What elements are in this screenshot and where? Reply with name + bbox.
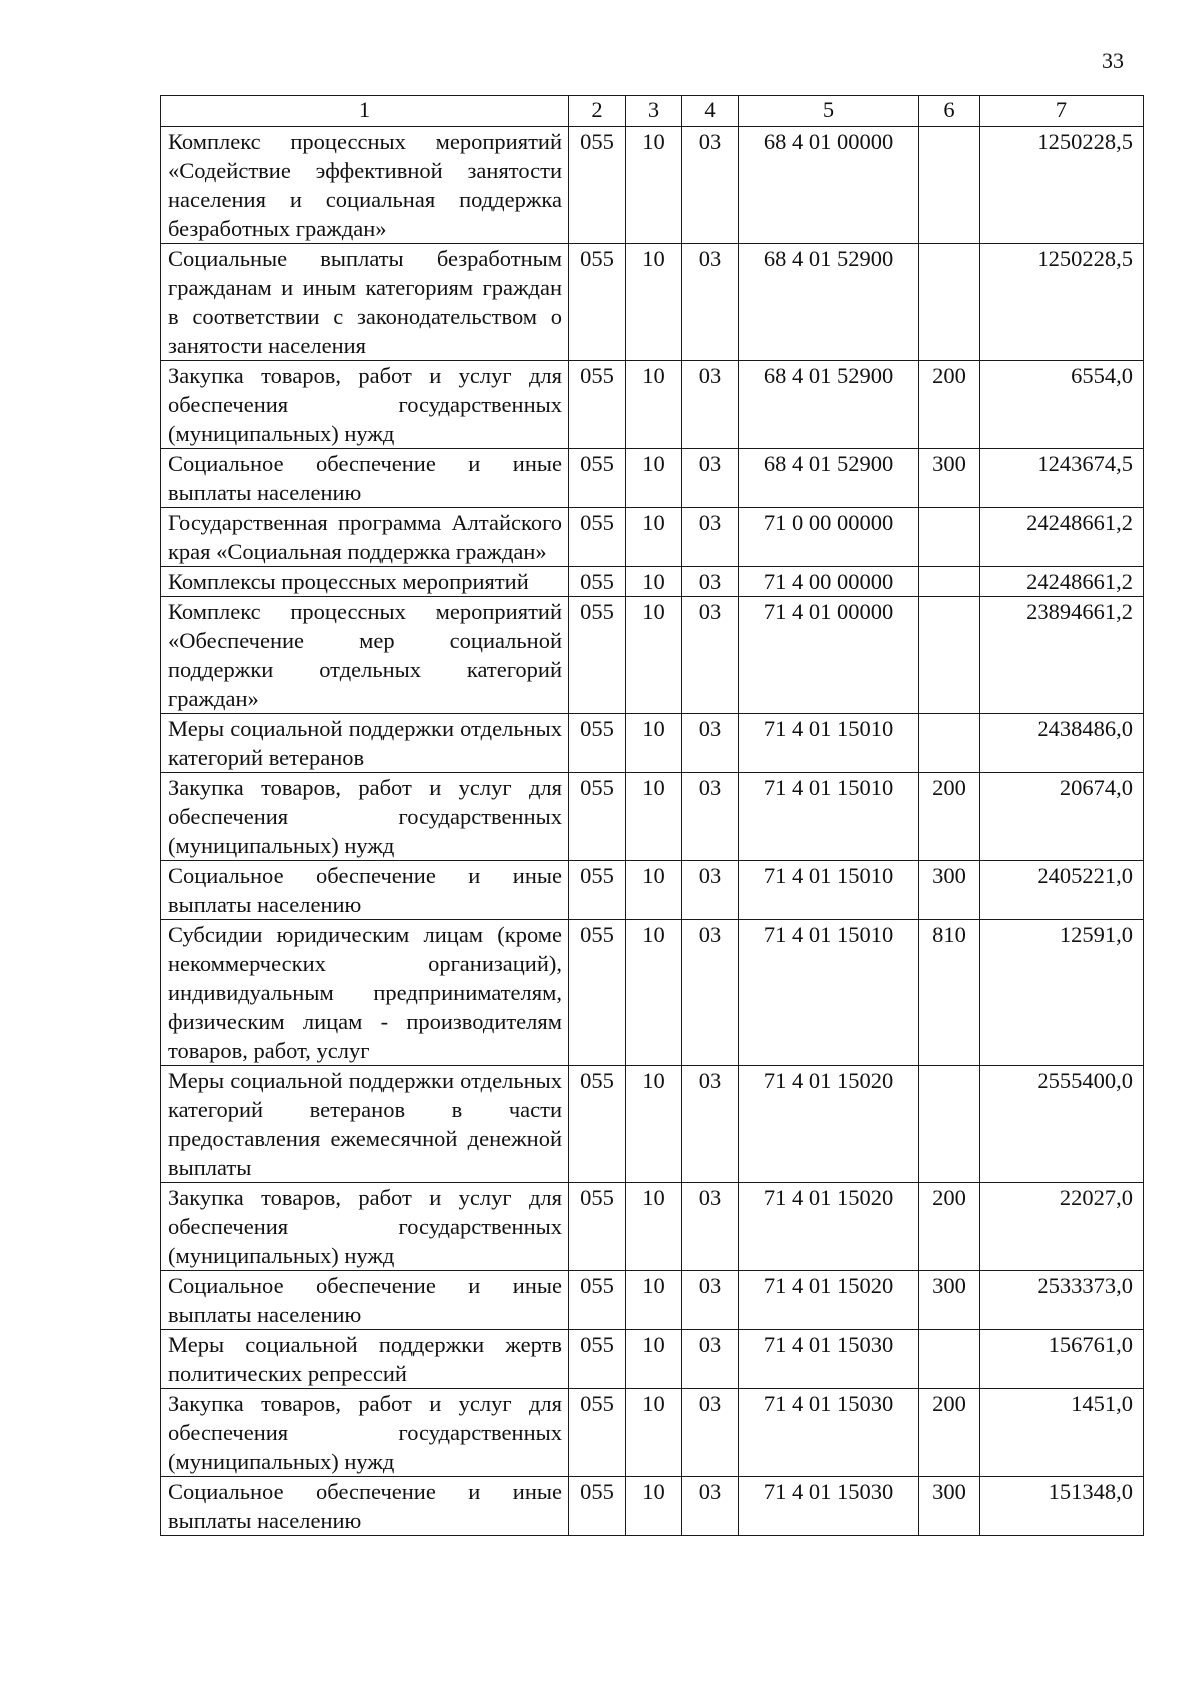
row-expense-type-cell: 200 <box>919 773 980 861</box>
row-target-article-cell: 71 0 00 00000 <box>739 508 919 567</box>
row-subsection-cell: 03 <box>682 1389 739 1477</box>
table-row <box>161 1066 1144 1183</box>
row-expense-type-cell <box>919 597 980 714</box>
row-name-cell: Комплексы процессных мероприятий <box>161 567 569 597</box>
row-code-cell: 055 <box>569 597 626 714</box>
row-subsection-cell: 03 <box>682 567 739 597</box>
row-name-cell: Меры социальной поддержки отдельных категорий ветеранов <box>161 714 569 773</box>
row-code-cell: 055 <box>569 1066 626 1183</box>
table-row <box>161 1183 1144 1271</box>
row-section-cell: 10 <box>626 244 682 361</box>
row-subsection-cell: 03 <box>682 1183 739 1271</box>
row-code-cell: 055 <box>569 1389 626 1477</box>
column-header: 2 <box>569 96 626 127</box>
table-row <box>161 567 1144 597</box>
row-subsection-cell: 03 <box>682 449 739 508</box>
table-row <box>161 508 1144 567</box>
page-number: 33 <box>1102 48 1124 73</box>
row-target-article-cell: 71 4 01 15030 <box>739 1330 919 1389</box>
row-section-cell: 10 <box>626 127 682 244</box>
table-row <box>161 1477 1144 1536</box>
row-code-cell: 055 <box>569 449 626 508</box>
row-section-cell: 10 <box>626 773 682 861</box>
row-name-cell: Закупка товаров, работ и услуг для обеспечения государственных (муниципальных) нужд <box>161 361 569 449</box>
row-target-article-cell: 68 4 01 52900 <box>739 361 919 449</box>
row-expense-type-cell: 200 <box>919 361 980 449</box>
row-expense-type-cell <box>919 1330 980 1389</box>
row-code-cell: 055 <box>569 1183 626 1271</box>
row-section-cell: 10 <box>626 920 682 1066</box>
row-section-cell: 10 <box>626 597 682 714</box>
row-code-cell: 055 <box>569 1271 626 1330</box>
row-amount-cell: 151348,0 <box>980 1477 1144 1536</box>
row-target-article-cell: 71 4 01 15010 <box>739 714 919 773</box>
table-row <box>161 244 1144 361</box>
row-name-cell: Государственная программа Алтайского края «Социальная поддержка граждан» <box>161 508 569 567</box>
row-expense-type-cell: 300 <box>919 861 980 920</box>
row-code-cell: 055 <box>569 508 626 567</box>
row-subsection-cell: 03 <box>682 244 739 361</box>
row-target-article-cell: 71 4 01 15030 <box>739 1477 919 1536</box>
row-amount-cell: 1250228,5 <box>980 244 1144 361</box>
table-body <box>161 127 1144 1536</box>
row-name-cell: Социальное обеспечение и иные выплаты населению <box>161 449 569 508</box>
row-target-article-cell: 71 4 01 15020 <box>739 1066 919 1183</box>
row-name-cell: Закупка товаров, работ и услуг для обеспечения государственных (муниципальных) нужд <box>161 773 569 861</box>
row-subsection-cell: 03 <box>682 920 739 1066</box>
table-row <box>161 773 1144 861</box>
table-row <box>161 1271 1144 1330</box>
table-row <box>161 920 1144 1066</box>
row-name-cell: Социальные выплаты безработным гражданам и иным категориям граждан в соответствии с законодательством о занятости населения <box>161 244 569 361</box>
table-row <box>161 449 1144 508</box>
row-code-cell: 055 <box>569 861 626 920</box>
row-name-cell: Социальное обеспечение и иные выплаты населению <box>161 1477 569 1536</box>
column-header: 4 <box>682 96 739 127</box>
row-target-article-cell: 71 4 01 15010 <box>739 920 919 1066</box>
row-section-cell: 10 <box>626 1183 682 1271</box>
row-amount-cell: 1250228,5 <box>980 127 1144 244</box>
row-target-article-cell: 71 4 01 00000 <box>739 597 919 714</box>
column-header: 1 <box>161 96 569 127</box>
row-name-cell: Комплекс процессных мероприятий «Содействие эффективной занятости населения и социальная поддержка безработных граждан» <box>161 127 569 244</box>
table-row <box>161 861 1144 920</box>
row-section-cell: 10 <box>626 1271 682 1330</box>
budget-table <box>160 95 1144 1536</box>
row-name-cell: Меры социальной поддержки отдельных категорий ветеранов в части предоставления ежемесячной денежной выплаты <box>161 1066 569 1183</box>
row-section-cell: 10 <box>626 1477 682 1536</box>
row-amount-cell: 12591,0 <box>980 920 1144 1066</box>
row-expense-type-cell: 300 <box>919 449 980 508</box>
row-name-cell: Закупка товаров, работ и услуг для обеспечения государственных (муниципальных) нужд <box>161 1183 569 1271</box>
row-amount-cell: 22027,0 <box>980 1183 1144 1271</box>
row-target-article-cell: 71 4 01 15030 <box>739 1389 919 1477</box>
row-section-cell: 10 <box>626 1330 682 1389</box>
row-section-cell: 10 <box>626 567 682 597</box>
column-header: 7 <box>980 96 1144 127</box>
column-header: 3 <box>626 96 682 127</box>
row-code-cell: 055 <box>569 714 626 773</box>
row-expense-type-cell: 300 <box>919 1477 980 1536</box>
row-amount-cell: 2533373,0 <box>980 1271 1144 1330</box>
row-name-cell: Закупка товаров, работ и услуг для обеспечения государственных (муниципальных) нужд <box>161 1389 569 1477</box>
row-section-cell: 10 <box>626 449 682 508</box>
row-section-cell: 10 <box>626 361 682 449</box>
row-name-cell: Меры социальной поддержки жертв политических репрессий <box>161 1330 569 1389</box>
row-amount-cell: 2438486,0 <box>980 714 1144 773</box>
row-expense-type-cell: 810 <box>919 920 980 1066</box>
table-row <box>161 1389 1144 1477</box>
row-target-article-cell: 71 4 01 15010 <box>739 773 919 861</box>
row-amount-cell: 156761,0 <box>980 1330 1144 1389</box>
row-code-cell: 055 <box>569 127 626 244</box>
column-header: 5 <box>739 96 919 127</box>
row-subsection-cell: 03 <box>682 1477 739 1536</box>
row-subsection-cell: 03 <box>682 361 739 449</box>
table-row <box>161 597 1144 714</box>
row-section-cell: 10 <box>626 508 682 567</box>
row-code-cell: 055 <box>569 773 626 861</box>
row-section-cell: 10 <box>626 1389 682 1477</box>
row-subsection-cell: 03 <box>682 1066 739 1183</box>
row-subsection-cell: 03 <box>682 1271 739 1330</box>
row-target-article-cell: 71 4 01 15020 <box>739 1271 919 1330</box>
row-expense-type-cell <box>919 508 980 567</box>
row-code-cell: 055 <box>569 920 626 1066</box>
row-amount-cell: 24248661,2 <box>980 567 1144 597</box>
row-code-cell: 055 <box>569 361 626 449</box>
row-section-cell: 10 <box>626 1066 682 1183</box>
row-expense-type-cell: 200 <box>919 1389 980 1477</box>
row-section-cell: 10 <box>626 714 682 773</box>
row-expense-type-cell <box>919 127 980 244</box>
row-target-article-cell: 71 4 00 00000 <box>739 567 919 597</box>
row-subsection-cell: 03 <box>682 1330 739 1389</box>
row-target-article-cell: 68 4 01 52900 <box>739 244 919 361</box>
row-subsection-cell: 03 <box>682 861 739 920</box>
column-header: 6 <box>919 96 980 127</box>
row-amount-cell: 1451,0 <box>980 1389 1144 1477</box>
row-expense-type-cell: 200 <box>919 1183 980 1271</box>
row-target-article-cell: 71 4 01 15010 <box>739 861 919 920</box>
row-subsection-cell: 03 <box>682 127 739 244</box>
table-row <box>161 361 1144 449</box>
row-amount-cell: 24248661,2 <box>980 508 1144 567</box>
row-amount-cell: 1243674,5 <box>980 449 1144 508</box>
row-amount-cell: 2555400,0 <box>980 1066 1144 1183</box>
table-row <box>161 714 1144 773</box>
row-expense-type-cell <box>919 714 980 773</box>
table-row <box>161 1330 1144 1389</box>
row-target-article-cell: 68 4 01 52900 <box>739 449 919 508</box>
row-name-cell: Комплекс процессных мероприятий «Обеспечение мер социальной поддержки отдельных категорий граждан» <box>161 597 569 714</box>
row-amount-cell: 20674,0 <box>980 773 1144 861</box>
row-name-cell: Субсидии юридическим лицам (кроме некоммерческих организаций), индивидуальным предпринимателям, физическим лицам - производителям товаров, работ, услуг <box>161 920 569 1066</box>
row-expense-type-cell <box>919 244 980 361</box>
row-target-article-cell: 68 4 01 00000 <box>739 127 919 244</box>
row-amount-cell: 2405221,0 <box>980 861 1144 920</box>
row-name-cell: Социальное обеспечение и иные выплаты населению <box>161 861 569 920</box>
row-code-cell: 055 <box>569 1477 626 1536</box>
row-code-cell: 055 <box>569 567 626 597</box>
header-row <box>161 96 1144 127</box>
row-expense-type-cell <box>919 1066 980 1183</box>
row-code-cell: 055 <box>569 244 626 361</box>
row-subsection-cell: 03 <box>682 773 739 861</box>
row-amount-cell: 6554,0 <box>980 361 1144 449</box>
row-amount-cell: 23894661,2 <box>980 597 1144 714</box>
row-subsection-cell: 03 <box>682 508 739 567</box>
row-subsection-cell: 03 <box>682 597 739 714</box>
row-code-cell: 055 <box>569 1330 626 1389</box>
table-row <box>161 127 1144 244</box>
row-expense-type-cell <box>919 567 980 597</box>
row-expense-type-cell: 300 <box>919 1271 980 1330</box>
row-target-article-cell: 71 4 01 15020 <box>739 1183 919 1271</box>
row-name-cell: Социальное обеспечение и иные выплаты населению <box>161 1271 569 1330</box>
row-section-cell: 10 <box>626 861 682 920</box>
row-subsection-cell: 03 <box>682 714 739 773</box>
